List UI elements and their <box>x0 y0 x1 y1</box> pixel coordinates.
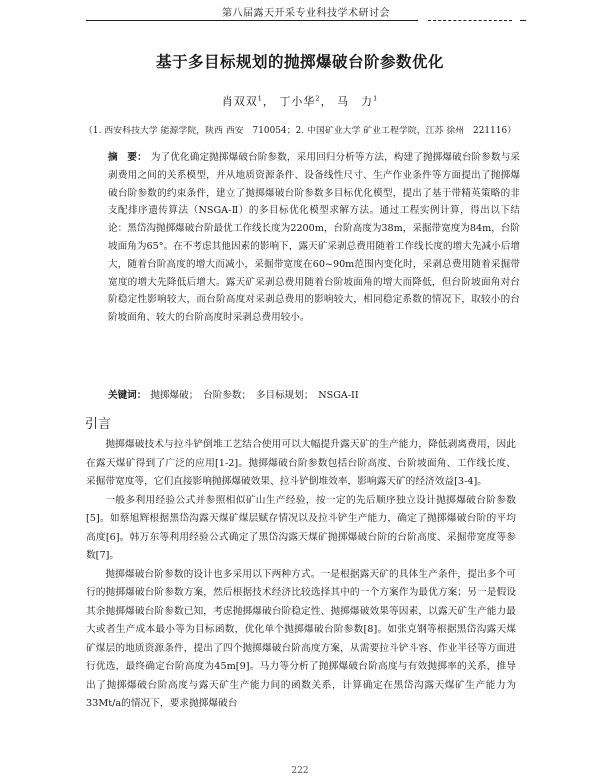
running-header: 第八届露天开采专业科技学术研讨会 <box>222 8 390 19</box>
author-name: 马 力 <box>337 95 374 108</box>
body-paragraph: 一般多利用经验公式并参照相似矿山生产经验，按一定的先后顺序独立设计抛掷爆破台阶参数[5]。如蔡旭辉根据黑岱沟露天煤矿煤层赋存情况以及拉斗铲生产能力，确定了抛掷爆破台阶的平均高度[6]。韩万东等利用经验公式确定了黑岱沟露天煤矿抛掷爆破台阶的台阶高度、采掘带宽度等参数[7]。 <box>86 494 516 561</box>
keywords-label: 关键词： <box>108 390 147 401</box>
body-paragraph: 抛掷爆破技术与拉斗铲倒堆工艺结合使用可以大幅提升露天矿的生产能力，降低剥离费用，因此在露天煤矿得到了广泛的应用[1-2]。抛掷爆破台阶参数包括台阶高度、台阶坡面角、工作线长度、采掘带宽度等，它们直接影响抛掷爆破效果、拉斗铲倒堆效率，影响露天矿的经济效益[3-4]。 <box>86 439 516 487</box>
section-heading: 引言 <box>85 417 112 432</box>
author-affil-mark: 2 <box>315 94 321 103</box>
abstract-label: 摘 要： <box>108 152 147 163</box>
author-list <box>0 93 600 109</box>
keywords-text: 抛掷爆破； 台阶参数； 多目标规划； NSGA-II <box>150 390 359 401</box>
abstract-text: 为了优化确定抛掷爆破台阶参数，采用回归分析等方法，构建了抛掷爆破台阶参数与采剥费用之间的关系模型，并从地质资源条件、设备线性尺寸、生产作业条件等方面提出了抛掷爆破台阶参数的约束条件，建立了抛掷爆破台阶参数多目标优化模型，提出了基于带精英策略的非支配排序遗传算法（NSGA-Ⅱ）的多目标优化模型求解方法。通过工程实例计算，得出以下结论：黑岱沟抛掷爆破台阶最优工作线长度为2200m，台阶高度为38m，采掘带宽度为84m，台阶坡面角为65°。在不考虑其他因素的影响下，露天矿采剥总费用随着工作线长度的增大先减小后增大，随着台阶高度的增大而减小，采掘带宽度在60~90m范围内变化时，采剥总费用随着采掘带宽度的增大先降低后增大。露天矿采剥总费用随着台阶坡面角的增大而降低，但台阶坡面角对台阶稳定性影响较大，而台阶高度对采剥总费用的影响较大，相同稳定系数的情况下，取较小的台阶坡面角、较大的台阶高度时采剥总费用较小。 <box>108 152 521 324</box>
affiliation: （1. 西安科技大学 能源学院，陕西 西安 710054；2. 中国矿业大学 矿业工程学院，江苏 徐州 221116） <box>84 126 517 136</box>
page-number: 222 <box>291 766 309 776</box>
body-text <box>86 436 516 714</box>
author-separator: ， <box>320 95 333 108</box>
body-paragraph: 抛掷爆破台阶参数的设计也多采用以下两种方式。一是根据露天矿的具体生产条件，提出多个可行的抛掷爆破台阶参数方案，然后根据技术经济比较选择其中的一个方案作为最优方案；另一是假设其余抛掷爆破台阶参数已知，考虑抛掷爆破台阶稳定性、抛掷爆破效果等因素，以露天矿生产能力最大或者生产成本最小等为目标函数，优化单个抛掷爆破台阶参数[8]。如张克钢等根据黑岱沟露天煤矿煤层的地质资源条件，提出了四个抛掷爆破台阶高度方案，从需要拉斗铲斗容、作业半径等方面进行优选，最终确定台阶高度为45m[9]。马力等分析了抛掷爆破台阶高度与有效抛掷率的关系，推导出了抛掷爆破台阶高度与露天矿生产能力间的函数关系，计算确定在黑岱沟露天煤矿生产能力为33Mt/a的情况下，要求抛掷爆破台 <box>86 568 516 709</box>
author-name: 肖双双 <box>221 95 258 108</box>
header-rule-dashed <box>428 20 512 21</box>
header-rule-end <box>520 20 526 21</box>
paper-title: 基于多目标规划的抛掷爆破台阶参数优化 <box>155 53 444 71</box>
abstract <box>108 149 520 327</box>
author-separator: ， <box>262 95 275 108</box>
header-rule <box>86 20 418 21</box>
keywords <box>108 388 520 404</box>
author-affil-mark: 1 <box>257 94 263 103</box>
author-name: 丁小华 <box>279 95 316 108</box>
author-affil-mark: 1 <box>373 94 379 103</box>
